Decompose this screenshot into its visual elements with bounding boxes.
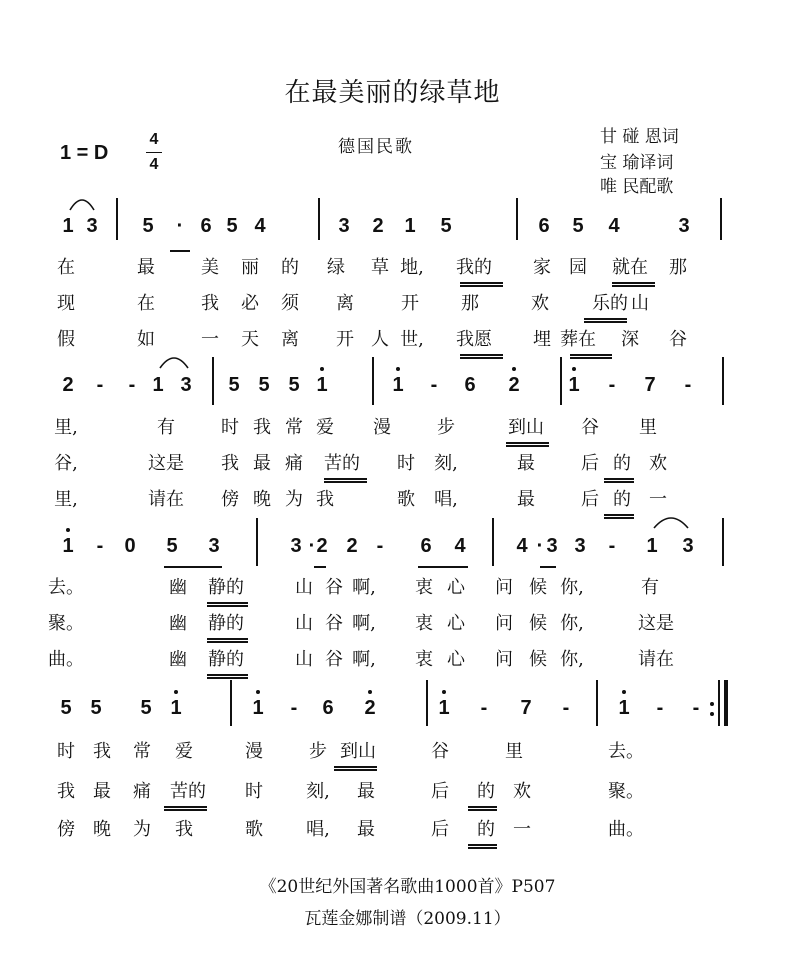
lyric-syllable: 最: [357, 819, 375, 840]
lyric-underline: [334, 766, 377, 768]
lyric-syllable: 爱: [316, 417, 334, 438]
lyric-syllable: 一: [513, 819, 531, 840]
lyric-syllable: 我: [253, 417, 271, 438]
lyric-syllable: 须: [281, 293, 299, 314]
lyric-syllable: 时: [221, 417, 239, 438]
lyric-syllable: 你,: [560, 613, 584, 634]
beam-line: [164, 566, 222, 568]
lyric-syllable: 最: [253, 453, 271, 474]
lyric-syllable: 最: [137, 257, 155, 278]
lyric-syllable: 那: [669, 257, 687, 278]
beam-line: [418, 566, 468, 568]
lyric-underline: [612, 282, 655, 284]
note: -: [562, 697, 570, 719]
bar-line: [492, 518, 494, 566]
note: 1: [618, 697, 630, 719]
bar-line: [318, 198, 320, 240]
lyric-syllable: 山: [295, 613, 313, 634]
note: ·: [308, 535, 316, 557]
note: -: [656, 697, 664, 719]
note: 5: [142, 215, 154, 237]
bar-line: [560, 357, 562, 405]
note: 1: [568, 374, 580, 396]
lyric-syllable: 这是: [148, 453, 184, 474]
lyric-syllable: 现: [57, 293, 75, 314]
note: 3: [678, 215, 690, 237]
lyric-syllable: 到山: [340, 741, 376, 762]
note: -: [96, 535, 104, 557]
note: 3: [180, 374, 192, 396]
lyric-syllable: 后: [581, 453, 599, 474]
note: 4: [254, 215, 266, 237]
lyric-syllable: 聚。: [48, 613, 84, 634]
note: 2: [372, 215, 384, 237]
lyric-syllable: 山: [295, 577, 313, 598]
lyric-syllable: 谷: [325, 613, 343, 634]
note: 1: [646, 535, 658, 557]
repeat-dot: [710, 702, 714, 706]
lyric-syllable: 苦的: [170, 781, 206, 802]
lyric-syllable: 傍: [221, 489, 239, 510]
lyric-underline: [584, 321, 627, 323]
lyric-underline: [460, 282, 503, 284]
credit-arranger: 唯 民配歌: [600, 177, 674, 197]
note: 1: [170, 697, 182, 719]
lyric-underline: [207, 605, 248, 607]
lyric-syllable: 问: [495, 577, 513, 598]
lyric-underline: [468, 809, 497, 811]
credit-translator: 宝 瑜译词: [600, 153, 674, 173]
lyric-syllable: 候: [529, 613, 547, 634]
lyric-syllable: 去。: [48, 577, 84, 598]
lyric-syllable: 最: [517, 453, 535, 474]
lyric-underline: [604, 478, 634, 480]
bar-line: [230, 680, 232, 726]
note: 4: [454, 535, 466, 557]
lyric-underline: [207, 638, 248, 640]
lyric-syllable: 啊,: [352, 577, 376, 598]
lyric-syllable: 里: [639, 417, 657, 438]
note: 3: [574, 535, 586, 557]
repeat-dot: [710, 712, 714, 716]
note: 2: [346, 535, 358, 557]
lyric-underline: [604, 514, 634, 516]
lyric-syllable: 衷: [415, 577, 433, 598]
note: 1: [438, 697, 450, 719]
lyric-syllable: 我: [93, 741, 111, 762]
lyric-syllable: 晚: [253, 489, 271, 510]
note: -: [290, 697, 298, 719]
lyric-syllable: 刻,: [306, 781, 330, 802]
lyric-syllable: 后: [431, 781, 449, 802]
note: -: [608, 374, 616, 396]
lyric-syllable: 你,: [560, 577, 584, 598]
lyric-syllable: 离: [281, 329, 299, 350]
bar-line: [722, 357, 724, 405]
source-citation: 《20世纪外国著名歌曲1000首》P507: [259, 877, 556, 897]
lyric-underline: [506, 442, 549, 444]
lyric-syllable: 开: [336, 329, 354, 350]
lyric-underline: [506, 445, 549, 447]
lyric-syllable: 园: [569, 257, 587, 278]
lyric-syllable: 有: [157, 417, 175, 438]
note: -: [480, 697, 488, 719]
note: 2: [62, 374, 74, 396]
lyric-syllable: 谷: [325, 577, 343, 598]
lyric-syllable: 爱: [175, 741, 193, 762]
lyric-syllable: 幽: [169, 613, 187, 634]
lyric-syllable: 后: [431, 819, 449, 840]
lyric-syllable: 就在: [612, 257, 648, 278]
note: 6: [200, 215, 212, 237]
lyric-underline: [460, 357, 503, 359]
lyric-syllable: 乐的: [592, 293, 628, 314]
beam-line: [170, 250, 190, 252]
lyric-syllable: 的: [281, 257, 299, 278]
bar-line-thin: [718, 680, 720, 726]
note: -: [376, 535, 384, 557]
lyric-syllable: 埋: [533, 329, 551, 350]
note: 1: [252, 697, 264, 719]
octave-dot-high: [320, 367, 324, 371]
lyric-syllable: 在: [137, 293, 155, 314]
lyric-underline: [207, 677, 248, 679]
lyric-syllable: 欢: [531, 293, 549, 314]
lyric-syllable: 候: [529, 577, 547, 598]
bar-line: [372, 357, 374, 405]
lyric-syllable: 时: [397, 453, 415, 474]
bar-line: [212, 357, 214, 405]
lyric-syllable: 候: [529, 649, 547, 670]
lyric-syllable: 谷: [431, 741, 449, 762]
note: 5: [288, 374, 300, 396]
note: 7: [644, 374, 656, 396]
lyric-syllable: 必: [241, 293, 259, 314]
lyric-syllable: 曲。: [48, 649, 84, 670]
lyric-syllable: 欢: [649, 453, 667, 474]
lyric-underline: [468, 844, 497, 846]
note: -: [430, 374, 438, 396]
lyric-syllable: 常: [285, 417, 303, 438]
lyric-syllable: 里,: [54, 417, 78, 438]
lyric-syllable: 的: [477, 781, 495, 802]
note: 6: [464, 374, 476, 396]
lyric-syllable: 的: [613, 489, 631, 510]
lyric-syllable: 的: [613, 453, 631, 474]
note: 3: [86, 215, 98, 237]
note: 5: [258, 374, 270, 396]
beam-line: [314, 566, 326, 568]
lyric-syllable: 常: [133, 741, 151, 762]
lyric-syllable: 歌: [397, 489, 415, 510]
note: ·: [536, 535, 544, 557]
lyric-underline: [612, 285, 655, 287]
lyric-syllable: 唱,: [434, 489, 458, 510]
lyric-syllable: 最: [517, 489, 535, 510]
lyric-syllable: 静的: [208, 577, 244, 598]
octave-dot-high: [396, 367, 400, 371]
octave-dot-high: [442, 690, 446, 694]
note: 6: [538, 215, 550, 237]
lyric-syllable: 静的: [208, 649, 244, 670]
lyric-syllable: 痛: [285, 453, 303, 474]
lyric-syllable: 离: [336, 293, 354, 314]
lyric-underline: [207, 602, 248, 604]
lyric-syllable: 漫: [373, 417, 391, 438]
lyric-syllable: 痛: [133, 781, 151, 802]
lyric-syllable: 的: [477, 819, 495, 840]
lyric-syllable: 那: [461, 293, 479, 314]
note: 3: [290, 535, 302, 557]
lyric-syllable: 衷: [415, 649, 433, 670]
lyric-syllable: 谷: [325, 649, 343, 670]
note: 5: [572, 215, 584, 237]
note: 4: [608, 215, 620, 237]
note: 6: [420, 535, 432, 557]
bar-line: [516, 198, 518, 240]
lyric-syllable: 一: [201, 329, 219, 350]
lyric-syllable: 歌: [245, 819, 263, 840]
lyric-syllable: 为: [285, 489, 303, 510]
lyric-syllable: 晚: [93, 819, 111, 840]
lyric-syllable: 我: [221, 453, 239, 474]
lyric-syllable: 我: [201, 293, 219, 314]
lyric-syllable: 人: [371, 329, 389, 350]
song-origin: 德国民歌: [338, 137, 414, 157]
credit-lyricist: 甘 碰 恩词: [600, 127, 679, 147]
lyric-syllable: 幽: [169, 649, 187, 670]
octave-dot-high: [622, 690, 626, 694]
lyric-syllable: 最: [357, 781, 375, 802]
note: -: [128, 374, 136, 396]
note: 1: [392, 374, 404, 396]
lyric-syllable: 谷,: [54, 453, 78, 474]
lyric-syllable: 请在: [148, 489, 184, 510]
lyric-syllable: 聚。: [608, 781, 644, 802]
lyric-underline: [334, 769, 377, 771]
lyric-syllable: 在: [57, 257, 75, 278]
octave-dot-high: [256, 690, 260, 694]
lyric-syllable: 家: [533, 257, 551, 278]
lyric-syllable: 绿: [327, 257, 345, 278]
note: 4: [516, 535, 528, 557]
lyric-syllable: 我: [175, 819, 193, 840]
lyric-underline: [324, 478, 367, 480]
lyric-underline: [570, 354, 612, 356]
lyric-syllable: 谷: [581, 417, 599, 438]
lyric-syllable: 如: [137, 329, 155, 350]
note: -: [608, 535, 616, 557]
lyric-syllable: 开: [401, 293, 419, 314]
lyric-syllable: 唱,: [306, 819, 330, 840]
lyric-syllable: 问: [495, 649, 513, 670]
lyric-syllable: 这是: [638, 613, 674, 634]
lyric-syllable: 时: [245, 781, 263, 802]
lyric-syllable: 时: [57, 741, 75, 762]
lyric-underline: [604, 517, 634, 519]
octave-dot-high: [174, 690, 178, 694]
lyric-underline: [468, 806, 497, 808]
lyric-syllable: 请在: [638, 649, 674, 670]
lyric-underline: [207, 641, 248, 643]
lyric-syllable: 啊,: [352, 613, 376, 634]
song-title: 在最美丽的绿草地: [284, 78, 501, 108]
lyric-syllable: 里,: [54, 489, 78, 510]
note: 5: [90, 697, 102, 719]
octave-dot-high: [512, 367, 516, 371]
lyric-syllable: 心: [447, 613, 465, 634]
lyric-syllable: 深: [621, 329, 639, 350]
lyric-syllable: 衷: [415, 613, 433, 634]
note: 5: [228, 374, 240, 396]
note: 1: [152, 374, 164, 396]
lyric-syllable: 我愿: [456, 329, 492, 350]
lyric-underline: [584, 318, 627, 320]
note: 5: [226, 215, 238, 237]
note: 6: [322, 697, 334, 719]
time-signature-top: 4: [149, 131, 159, 148]
lyric-syllable: 我的: [456, 257, 492, 278]
lyric-syllable: 去。: [608, 741, 644, 762]
note: 5: [440, 215, 452, 237]
lyric-syllable: 漫: [245, 741, 263, 762]
lyric-syllable: 假: [57, 329, 75, 350]
lyric-syllable: 里: [505, 741, 523, 762]
lyric-syllable: 有: [641, 577, 659, 598]
lyric-syllable: 山: [295, 649, 313, 670]
note: 2: [316, 535, 328, 557]
lyric-syllable: 步: [309, 741, 327, 762]
lyric-syllable: 我: [57, 781, 75, 802]
lyric-underline: [207, 674, 248, 676]
lyric-syllable: 天: [241, 329, 259, 350]
octave-dot-high: [572, 367, 576, 371]
lyric-syllable: 步: [437, 417, 455, 438]
lyric-syllable: 静的: [208, 613, 244, 634]
lyric-syllable: 最: [93, 781, 111, 802]
lyric-syllable: 为: [133, 819, 151, 840]
lyric-syllable: 问: [495, 613, 513, 634]
key-signature: 1 = D: [60, 142, 109, 164]
lyric-syllable: 幽: [169, 577, 187, 598]
octave-dot-high: [66, 528, 70, 532]
bar-line: [596, 680, 598, 726]
lyric-underline: [164, 806, 207, 808]
note: 2: [364, 697, 376, 719]
time-signature: [144, 128, 164, 177]
lyric-syllable: 草: [371, 257, 389, 278]
lyric-syllable: 我: [316, 489, 334, 510]
lyric-syllable: 心: [447, 577, 465, 598]
note: 1: [316, 374, 328, 396]
lyric-syllable: 一: [649, 489, 667, 510]
note: 2: [508, 374, 520, 396]
lyric-syllable: 苦的: [324, 453, 360, 474]
note: 5: [166, 535, 178, 557]
lyric-syllable: 啊,: [352, 649, 376, 670]
note: 3: [208, 535, 220, 557]
time-signature-bottom: 4: [149, 156, 159, 173]
lyric-syllable: 欢: [513, 781, 531, 802]
lyric-syllable: 谷: [669, 329, 687, 350]
note: 3: [546, 535, 558, 557]
note: 1: [62, 215, 74, 237]
note: -: [684, 374, 692, 396]
note: 7: [520, 697, 532, 719]
lyric-underline: [164, 809, 207, 811]
transcriber-credit: 瓦莲金娜制谱（2009.11）: [304, 909, 511, 929]
lyric-underline: [570, 357, 612, 359]
lyric-syllable: 山: [631, 293, 649, 314]
note: 0: [124, 535, 136, 557]
octave-dot-high: [368, 690, 372, 694]
note: 5: [140, 697, 152, 719]
lyric-syllable: 刻,: [434, 453, 458, 474]
lyric-underline: [604, 481, 634, 483]
bar-line: [720, 198, 722, 240]
bar-line: [426, 680, 428, 726]
lyric-syllable: 心: [447, 649, 465, 670]
lyric-syllable: 曲。: [608, 819, 644, 840]
beam-line: [540, 566, 556, 568]
bar-line: [116, 198, 118, 240]
note: 1: [62, 535, 74, 557]
note: 1: [404, 215, 416, 237]
lyric-syllable: 地,: [400, 257, 424, 278]
note: 3: [682, 535, 694, 557]
lyric-syllable: 傍: [57, 819, 75, 840]
lyric-underline: [468, 847, 497, 849]
note: 5: [60, 697, 72, 719]
lyric-syllable: 美: [201, 257, 219, 278]
lyric-syllable: 到山: [508, 417, 544, 438]
bar-line: [256, 518, 258, 566]
lyric-underline: [460, 285, 503, 287]
lyric-syllable: 后: [581, 489, 599, 510]
lyric-syllable: 葬在: [560, 329, 596, 350]
note: 3: [338, 215, 350, 237]
lyric-syllable: 丽: [241, 257, 259, 278]
lyric-syllable: 世,: [400, 329, 424, 350]
lyric-underline: [324, 481, 367, 483]
note: -: [96, 374, 104, 396]
bar-line: [724, 680, 728, 726]
lyric-syllable: 你,: [560, 649, 584, 670]
lyric-underline: [460, 354, 503, 356]
note: ·: [176, 215, 184, 237]
note: -: [692, 697, 700, 719]
bar-line: [722, 518, 724, 566]
